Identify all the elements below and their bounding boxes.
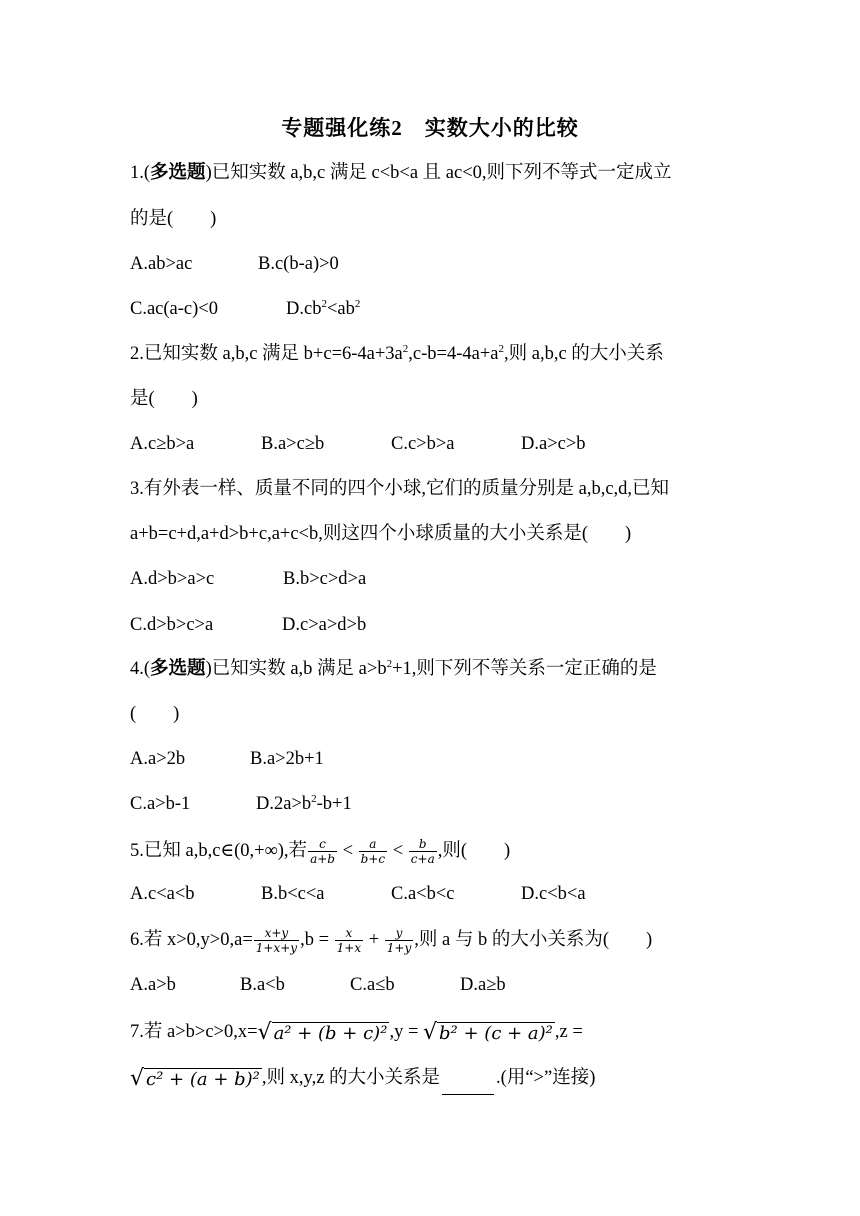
q6-fraction-a	[254, 926, 299, 955]
q2-option-a: A.c≥b>a	[130, 434, 195, 454]
question-1-line-2: 的是( )	[130, 209, 217, 229]
q6-f3-num: y	[395, 926, 403, 941]
q7-y-eq: ,y =	[389, 1022, 423, 1042]
q7-radicand-x: a² + (b + c)²	[273, 1022, 388, 1044]
q6-plus: +	[368, 930, 380, 950]
q5-lt-2: <	[392, 841, 404, 861]
q4-option-d-text: D.2a>b	[256, 794, 312, 814]
q3-option-c: C.d>b>c>a	[130, 615, 214, 635]
q7-radicand-z: c² + (a + b)²	[146, 1068, 260, 1090]
sqrt-icon: √	[130, 1066, 145, 1092]
q2-option-b: B.a>c≥b	[261, 434, 325, 454]
q5-f3-den: c+a	[410, 852, 435, 867]
q4-sup-2: 2	[311, 793, 317, 805]
q6-f1-num: x+y	[264, 926, 289, 941]
page-title: 专题强化练2 实数大小的比较	[281, 116, 579, 140]
q6-f1-den: 1+x+y	[255, 941, 298, 956]
question-7-line-1	[130, 1016, 583, 1049]
q5-f1-den: a+b	[310, 852, 335, 867]
q6-f2-den: 1+x	[336, 941, 362, 956]
q2-option-d: D.a>c>b	[521, 434, 586, 454]
question-2-line-1	[130, 341, 664, 367]
q1-tag: 多选题	[150, 163, 206, 183]
q1-text: )已知实数 a,b,c 满足 c<b<a 且 ac<0,则下列不等式一定成立	[205, 163, 672, 183]
q6-text-mid: ,b	[300, 930, 314, 950]
q6-text-end: ,则 a 与 b 的大小关系为( )	[414, 930, 653, 950]
q4-tag: 多选题	[150, 659, 206, 679]
q6-text: 6.若 x>0,y>0,a=	[130, 930, 253, 950]
q7-sqrt-z	[130, 1062, 262, 1095]
q5-fraction-3	[409, 837, 437, 866]
q4-text-2: +1,则下列不等关系一定正确的是	[392, 659, 657, 679]
q1-prefix: 1.(	[130, 163, 151, 183]
q3-option-a: A.d>b>a>c	[130, 569, 215, 589]
q3-option-d: D.c>a>d>b	[282, 615, 367, 635]
question-3-line-2: a+b=c+d,a+d>b+c,a+c<b,则这四个小球质量的大小关系是( )	[130, 524, 632, 544]
q6-fraction-b1	[335, 926, 363, 955]
q6-fraction-b2	[385, 926, 413, 955]
q5-option-a: A.c<a<b	[130, 884, 195, 904]
q4-option-c: C.a>b-1	[130, 794, 191, 814]
q5-text: 5.已知 a,b,c∈(0,+∞),若	[130, 841, 308, 861]
q5-f1-num: c	[319, 837, 326, 852]
q4-text-1: )已知实数 a,b 满足 a>b	[205, 659, 387, 679]
sqrt-icon: √	[423, 1020, 438, 1046]
question-4-line-1	[130, 656, 657, 682]
q4-option-d	[256, 791, 352, 817]
q6-option-c: C.a≤b	[350, 975, 395, 995]
question-3-line-1: 3.有外表一样、质量不同的四个小球,它们的质量分别是 a,b,c,d,已知	[130, 479, 670, 499]
q6-f2-num: x	[345, 926, 353, 941]
q5-option-b: B.b<c<a	[261, 884, 325, 904]
q1-option-c: C.ac(a-c)<0	[130, 299, 218, 319]
q6-option-a: A.a>b	[130, 975, 176, 995]
q1-sup-2: 2	[354, 298, 361, 310]
q6-option-b: B.a<b	[240, 975, 285, 995]
q6-eq: =	[318, 930, 329, 950]
q7-text-hint: .(用“>”连接)	[496, 1068, 596, 1088]
q5-fraction-1	[308, 837, 337, 866]
q5-lt-1: <	[342, 841, 354, 861]
q3-option-b: B.b>c>d>a	[283, 569, 367, 589]
q5-f2-den: b+c	[360, 852, 386, 867]
q2-option-c: C.c>b>a	[391, 434, 455, 454]
q2-text-1: 2.已知实数 a,b,c 满足 b+c=6-4a+3a	[130, 344, 403, 364]
q1-sup-1: 2	[321, 298, 327, 310]
q5-option-d: D.c<b<a	[521, 884, 586, 904]
q7-text: 7.若 a>b>c>0,x=	[130, 1022, 258, 1042]
q2-text-3: ,则 a,b,c 的大小关系	[503, 344, 664, 364]
q1-option-b: B.c(b-a)>0	[258, 254, 339, 274]
q6-f3-den: 1+y	[386, 941, 412, 956]
q1-option-d-text-2: <ab	[326, 299, 355, 319]
sqrt-icon: √	[257, 1020, 272, 1046]
q2-text-2: ,c-b=4-4a+a	[408, 344, 499, 364]
question-1-line-1	[130, 160, 672, 186]
q7-sqrt-y	[423, 1016, 555, 1049]
q6-option-d: D.a≥b	[460, 975, 506, 995]
q2-sup-1: 2	[402, 343, 409, 355]
answer-blank[interactable]	[442, 1076, 494, 1095]
q4-option-d-text-2: -b+1	[316, 794, 352, 814]
question-2-line-2: 是( )	[130, 389, 198, 409]
q4-prefix: 4.(	[130, 659, 151, 679]
question-7-line-2	[130, 1062, 595, 1095]
q7-radicand-y: b² + (c + a)²	[439, 1022, 553, 1044]
q5-option-c: C.a<b<c	[391, 884, 455, 904]
q5-f3-num: b	[418, 837, 427, 852]
q5-f2-num: a	[369, 837, 377, 852]
q4-option-a: A.a>2b	[130, 749, 186, 769]
q1-option-d	[286, 296, 360, 322]
question-6-line-1	[130, 922, 652, 958]
q7-z-eq: ,z =	[554, 1022, 583, 1042]
q5-text-end: ,则( )	[437, 841, 511, 861]
question-5-line-1	[130, 834, 510, 868]
question-4-line-2: ( )	[130, 704, 180, 724]
q4-option-b: B.a>2b+1	[250, 749, 324, 769]
q7-sqrt-x	[258, 1016, 390, 1049]
q2-sup-2: 2	[498, 343, 504, 355]
q1-option-a: A.ab>ac	[130, 254, 193, 274]
q5-fraction-2	[359, 837, 387, 866]
q4-sup-1: 2	[386, 658, 393, 670]
q1-option-d-text: D.cb	[286, 299, 322, 319]
q7-text-end: ,则 x,y,z 的大小关系是	[261, 1068, 441, 1088]
